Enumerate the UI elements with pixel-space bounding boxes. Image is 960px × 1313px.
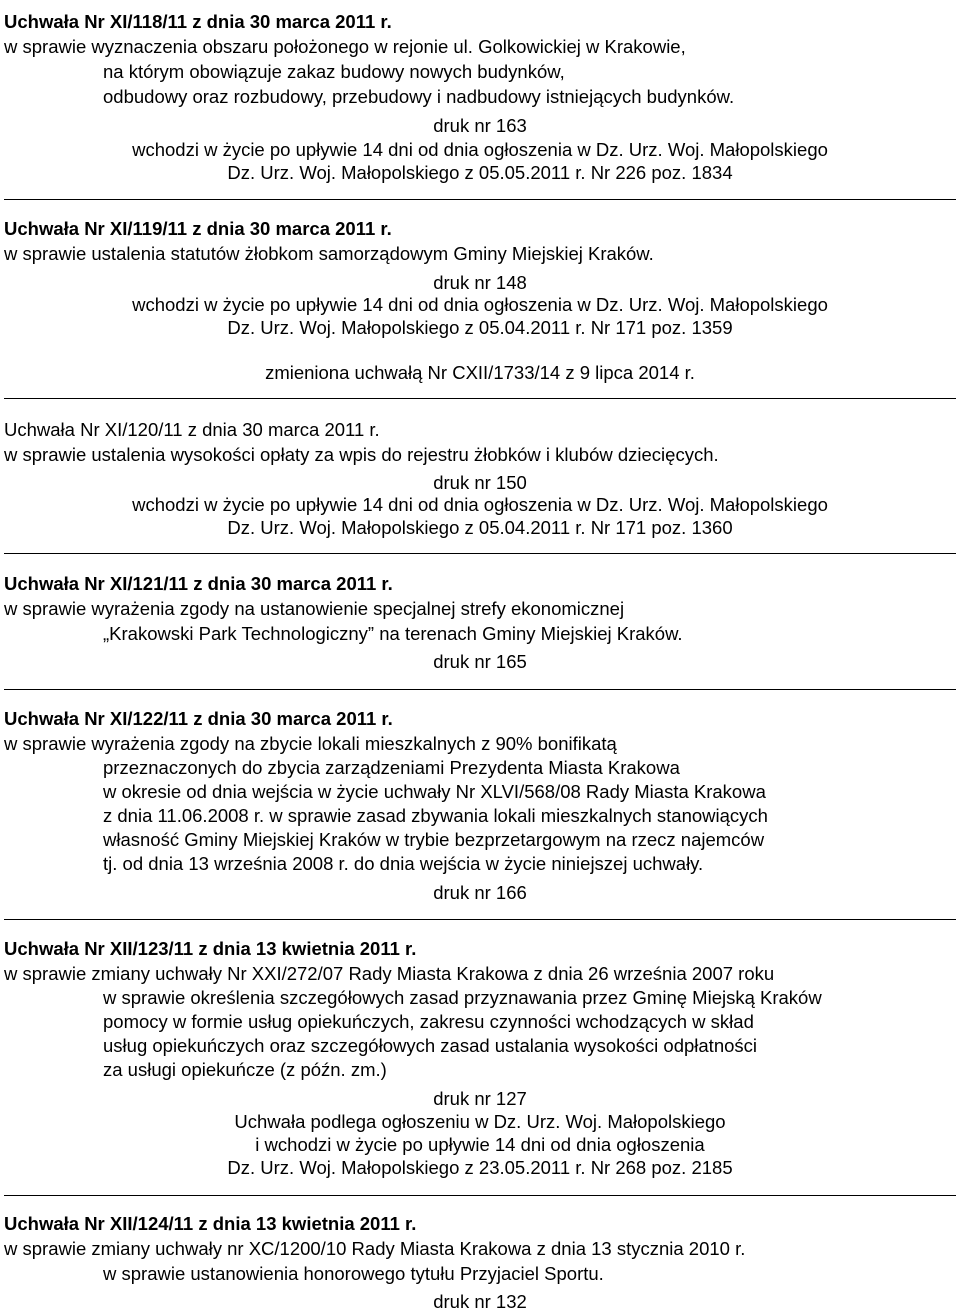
resolution-title: Uchwała Nr XI/120/11 z dnia 30 marca 2011 r. xyxy=(4,419,380,440)
druk-number: druk nr 132 xyxy=(433,1291,527,1312)
resolution-subject-line: w sprawie wyrażenia zgody na zbycie lokali mieszkalnych z 90% bonifikatą xyxy=(4,733,617,754)
section-divider xyxy=(4,553,956,554)
resolution-note: Dz. Urz. Woj. Małopolskiego z 05.04.2011 r. Nr 171 poz. 1360 xyxy=(227,517,733,538)
resolution-title: Uchwała Nr XI/121/11 z dnia 30 marca 2011 r. xyxy=(4,573,393,594)
resolution-subject-line: w sprawie zmiany uchwały Nr XXI/272/07 Rady Miasta Krakowa z dnia 26 września 2007 roku xyxy=(4,963,775,984)
section-divider xyxy=(4,398,956,399)
resolution-title: Uchwała Nr XI/118/11 z dnia 30 marca 2011 r. xyxy=(4,11,392,32)
druk-number: druk nr 148 xyxy=(433,272,527,293)
resolution-subject-line: z dnia 11.06.2008 r. w sprawie zasad zbywania lokali mieszkalnych stanowiących xyxy=(103,805,768,826)
resolution-subject-line: w sprawie ustanowienia honorowego tytułu Przyjaciel Sportu. xyxy=(103,1263,604,1284)
resolution-note: Dz. Urz. Woj. Małopolskiego z 05.04.2011 r. Nr 171 poz. 1359 xyxy=(227,317,733,338)
resolution-note: Uchwała podlega ogłoszeniu w Dz. Urz. Woj. Małopolskiego xyxy=(234,1111,726,1132)
resolution-subject-line: na którym obowiązuje zakaz budowy nowych budynków, xyxy=(103,61,565,82)
amendment-note: zmieniona uchwałą Nr CXII/1733/14 z 9 lipca 2014 r. xyxy=(265,362,695,383)
resolution-subject-line: przeznaczonych do zbycia zarządzeniami Prezydenta Miasta Krakowa xyxy=(103,757,680,778)
section-divider xyxy=(4,689,956,690)
section-divider xyxy=(4,919,956,920)
resolution-subject-line: w sprawie określenia szczegółowych zasad przyznawania przez Gminę Miejską Kraków xyxy=(103,987,822,1008)
resolution-note: Dz. Urz. Woj. Małopolskiego z 05.05.2011 r. Nr 226 poz. 1834 xyxy=(227,162,733,183)
druk-number: druk nr 127 xyxy=(433,1088,527,1109)
resolution-note: Dz. Urz. Woj. Małopolskiego z 23.05.2011 r. Nr 268 poz. 2185 xyxy=(227,1157,733,1178)
resolution-subject-line: tj. od dnia 13 września 2008 r. do dnia wejścia w życie niniejszej uchwały. xyxy=(103,853,704,874)
resolution-subject-line: w sprawie ustalenia wysokości opłaty za wpis do rejestru żłobków i klubów dziecięcych. xyxy=(4,444,719,465)
resolution-subject-line: odbudowy oraz rozbudowy, przebudowy i nadbudowy istniejących budynków. xyxy=(103,86,735,107)
section-divider xyxy=(4,199,956,200)
resolution-subject-line: w sprawie zmiany uchwały nr XC/1200/10 Rady Miasta Krakowa z dnia 13 stycznia 2010 r. xyxy=(4,1238,746,1259)
resolution-subject-line: w okresie od dnia wejścia w życie uchwały Nr XLVI/568/08 Rady Miasta Krakowa xyxy=(103,781,766,802)
resolution-note: wchodzi w życie po upływie 14 dni od dnia ogłoszenia w Dz. Urz. Woj. Małopolskiego xyxy=(132,294,828,315)
resolution-note: wchodzi w życie po upływie 14 dni od dnia ogłoszenia w Dz. Urz. Woj. Małopolskiego xyxy=(132,494,828,515)
druk-number: druk nr 163 xyxy=(433,115,527,136)
resolution-title: Uchwała Nr XII/123/11 z dnia 13 kwietnia 2011 r. xyxy=(4,938,417,959)
resolution-subject-line: w sprawie ustalenia statutów żłobkom samorządowym Gminy Miejskiej Kraków. xyxy=(4,243,654,264)
druk-number: druk nr 150 xyxy=(433,472,527,493)
resolution-note: i wchodzi w życie po upływie 14 dni od dnia ogłoszenia xyxy=(255,1134,705,1155)
resolution-subject-line: w sprawie wyznaczenia obszaru położonego w rejonie ul. Golkowickiej w Krakowie, xyxy=(4,36,686,57)
resolution-subject-line: pomocy w formie usług opiekuńczych, zakresu czynności wchodzących w skład xyxy=(103,1011,754,1032)
resolution-subject-line: usług opiekuńczych oraz szczegółowych zasad ustalania wysokości odpłatności xyxy=(103,1035,758,1056)
section-divider xyxy=(4,1195,956,1196)
resolution-subject-line: za usługi opiekuńcze (z późn. zm.) xyxy=(103,1059,387,1080)
druk-number: druk nr 166 xyxy=(433,882,527,903)
druk-number: druk nr 165 xyxy=(433,651,527,672)
resolution-title: Uchwała Nr XII/124/11 z dnia 13 kwietnia 2011 r. xyxy=(4,1213,417,1234)
resolution-subject-line: „Krakowski Park Technologiczny” na terenach Gminy Miejskiej Kraków. xyxy=(103,623,683,644)
resolution-title: Uchwała Nr XI/122/11 z dnia 30 marca 2011 r. xyxy=(4,708,393,729)
resolution-title: Uchwała Nr XI/119/11 z dnia 30 marca 2011 r. xyxy=(4,218,392,239)
resolution-subject-line: w sprawie wyrażenia zgody na ustanowienie specjalnej strefy ekonomicznej xyxy=(4,598,625,619)
resolution-subject-line: własność Gminy Miejskiej Kraków w trybie bezprzetargowym na rzecz najemców xyxy=(103,829,765,850)
resolution-note: wchodzi w życie po upływie 14 dni od dnia ogłoszenia w Dz. Urz. Woj. Małopolskiego xyxy=(132,139,828,160)
